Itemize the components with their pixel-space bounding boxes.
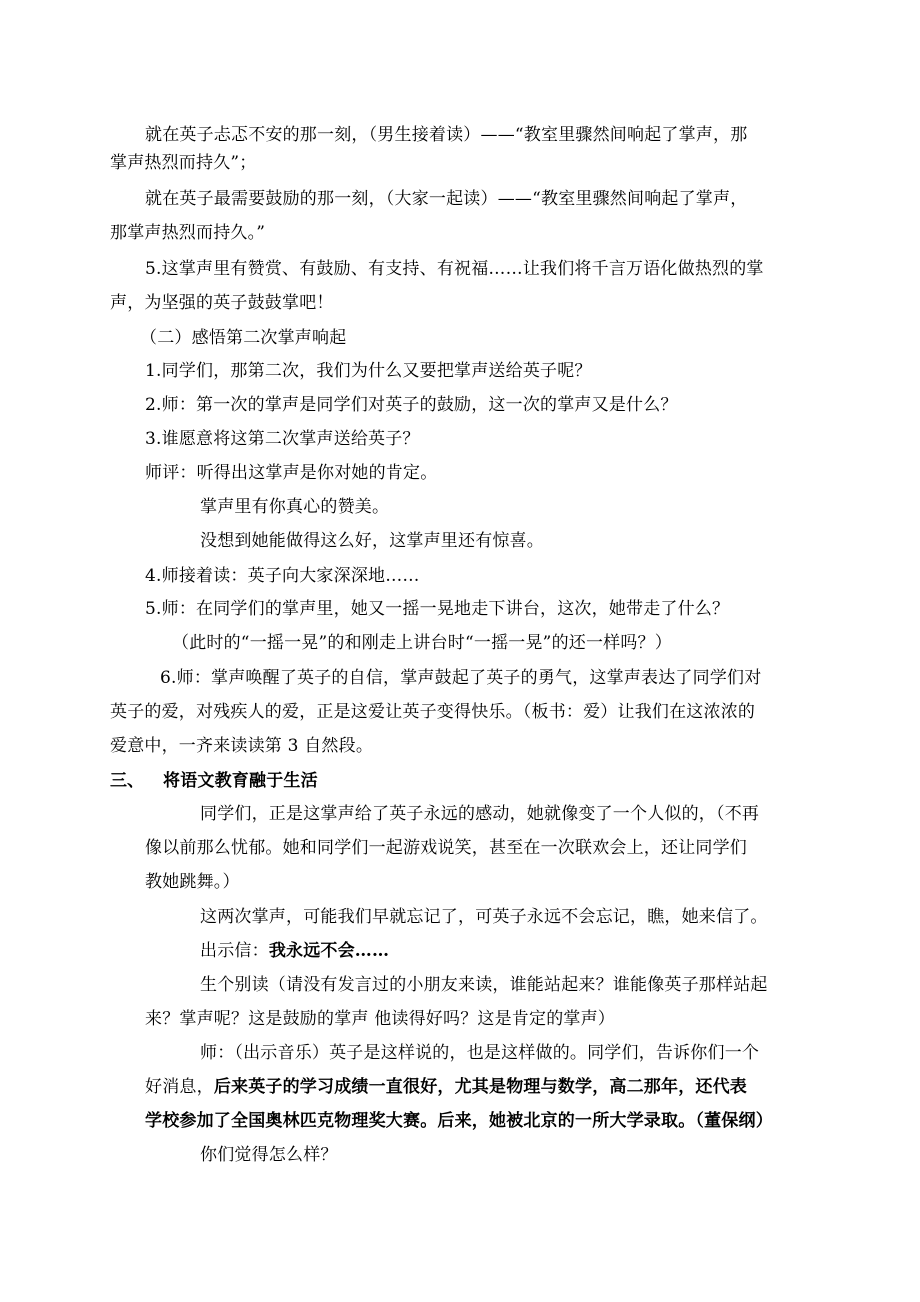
paragraph-line: 来？掌声呢？这是鼓励的掌声 他读得好吗？这是肯定的掌声） [145, 1009, 616, 1029]
paragraph-line: 这两次掌声，可能我们早就忘记了，可英子永远不会忘记，瞧，她来信了。 [200, 907, 768, 927]
paragraph-line: 爱意中，一齐来读读第 3 自然段。 [110, 736, 374, 756]
paragraph-line: 像以前那么忧郁。她和同学们一起游戏说笑，甚至在一次联欢会上，还让同学们 [145, 838, 747, 858]
paragraph-line: 掌声热烈而持久”； [110, 153, 257, 173]
plain-text: 好消息， [145, 1077, 214, 1097]
list-item: 2.师：第一次的掌声是同学们对英子的鼓励，这一次的掌声又是什么？ [145, 395, 678, 415]
paragraph-line: 6.师：掌声唤醒了英子的自信，掌声鼓起了英子的勇气，这掌声表达了同学们对 [160, 668, 762, 688]
teacher-comment: 没想到她能做得这么好，这掌声里还有惊喜。 [200, 531, 544, 551]
section-number: 三、 [110, 771, 144, 791]
emphasis-text: 后来英子的学习成绩一直很好，尤其是物理与数学，高二那年，还代表 [213, 1077, 748, 1097]
teacher-comment: 掌声里有你真心的赞美。 [200, 497, 390, 517]
paragraph-line: 声，为坚强的英子鼓鼓掌吧！ [110, 293, 334, 313]
paragraph-line: 同学们，正是这掌声给了英子永远的感动，她就像变了一个人似的，（不再 [200, 804, 760, 824]
paragraph-line: 就在英子忐忑不安的那一刻，（男生接着读）——“教室里骤然间响起了掌声，那 [145, 125, 748, 145]
subsection-heading: （二）感悟第二次掌声响起 [140, 328, 347, 348]
paragraph-line: 生个别读（请没有发言过的小朋友来读，谁能站起来？谁能像英子那样站起 [200, 975, 768, 995]
list-item-note: （此时的“一摇一晃”的和刚走上讲台时“一摇一晃”的还一样吗？） [172, 633, 672, 653]
letter-title: 我永远不会…… [268, 941, 390, 961]
paragraph-line [145, 1076, 747, 1098]
paragraph-line: 就在英子最需要鼓励的那一刻，（大家一起读）——“教室里骤然间响起了掌声， [145, 189, 748, 209]
paragraph-line [200, 940, 389, 962]
list-item: 3.谁愿意将这第二次掌声送给英子？ [145, 429, 420, 449]
paragraph-line: 教她跳舞。） [145, 872, 240, 892]
paragraph-line: 师：（出示音乐）英子是这样说的，也是这样做的。同学们，告诉你们一个 [200, 1043, 760, 1063]
list-item: 4.师接着读：英子向大家深深地…… [145, 566, 420, 586]
list-item: 5.师：在同学们的掌声里，她又一摇一晃地走下讲台，这次，她带走了什么？ [145, 599, 730, 619]
paragraph-line: 5.这掌声里有赞赏、有鼓励、有支持、有祝福……让我们将千言万语化做热烈的掌 [145, 259, 764, 279]
paragraph-line: 你们觉得怎么样？ [200, 1145, 338, 1165]
teacher-comment: 师评：听得出这掌声是你对她的肯定。 [145, 463, 438, 483]
letter-label: 出示信： [200, 941, 269, 961]
paragraph-line: 学校参加了全国奥林匹克物理奖大赛。后来，她被北京的一所大学录取。（董保纲） [145, 1111, 773, 1131]
paragraph-line: 英子的爱，对残疾人的爱，正是这爱让英子变得快乐。（板书：爱）让我们在这浓浓的 [110, 702, 756, 722]
list-item: 1.同学们，那第二次，我们为什么又要把掌声送给英子呢？ [145, 361, 592, 381]
section-heading: 将语文教育融于生活 [163, 771, 318, 791]
paragraph-line: 那掌声热烈而持久。” [110, 223, 266, 243]
